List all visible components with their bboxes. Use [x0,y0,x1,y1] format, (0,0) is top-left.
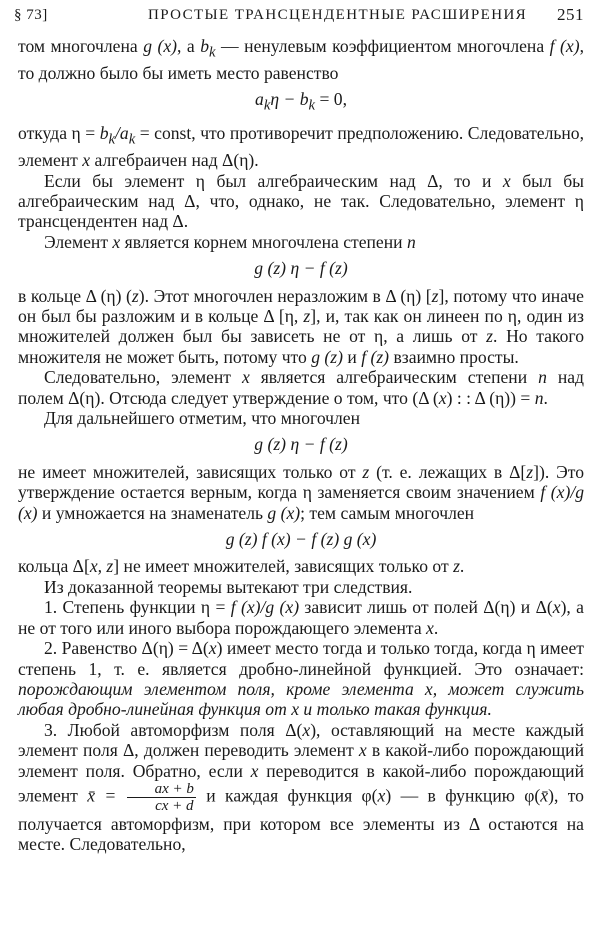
page-body [18,36,584,855]
paragraph-10: Из доказанной теоремы вытекают три следствия. [44,576,413,597]
paragraph-2: откуда $\eta = b_k/a_k$ = const, что противоречит предположению. Следовательно, элемент x алгебраичен над Δ(η). [18,123,584,171]
paragraph-5: в кольце Δ (η) (z). Этот многочлен неразложим в Δ (η) [z], потому что иначе он был бы разложим и в кольце Δ [η, z], и, так как он линеен по η, один из множителей должен был бы зависеть не от η, а лишь от z. Но такого множителя не может быть, потому что g (z) и f (z) взаимно просты. [18,285,584,367]
paragraph-4: Элемент x является корнем многочлена степени n [44,231,416,252]
running-header [14,5,584,27]
corollary-1: 1. Степень функции η = f (x)/g (x) зависит лишь от полей Δ(η) и Δ(x), а не от того или иного выбора порождающего элемента x. [18,597,584,638]
formula-g-eta-minus-f-1: g (z) η − f (z) [254,258,348,279]
corollary-3: 3. Любой автоморфизм поля Δ(x), оставляющий на месте каждый элемент поля Δ, должен переводить элемент x в какой-либо порождающий элемент поля. Обратно, если x переводится в какой-либо порождающий элемент x̄ = $\frac{ax + b}{cx + d}$ и каждая функция φ(x) — в функцию φ(x̄), то получается автоморфизм, при котором все элементы из Δ остаются на месте. Следовательно, [18,719,584,855]
paragraph-3: Если бы элемент η был алгебраическим над Δ, то и x был бы алгебраическим над Δ, что, однако, не так. Следовательно, элемент η трансцендентен над Δ. [18,170,584,232]
paragraph-7: Для дальнейшего отметим, что многочлен [44,408,361,429]
paragraph-8: не имеет множителей, зависящих только от z (т. е. лежащих в Δ[z]). Это утверждение остается верным, когда η заменяется своим значением f (x)/g (x) и умножается на знаменатель g (x); тем самым многочлен [18,461,584,523]
paragraph-1: том многочлена g (x), а $b_k$ — ненулевым коэффициентом многочлена f (x), то должно было бы иметь место равенство [18,36,584,83]
paragraph-6: Следовательно, элемент x является алгебраическим степени n над полем Δ(η). Отсюда следует утверждение о том, что (Δ (x) : : Δ (η)) = n. [18,367,584,408]
formula-akη-bk: $a_k\eta - b_k = 0$, [255,89,347,114]
page-number: 251 [557,5,584,24]
fraction-ax-b-over-cx-d: $\frac{ax + b}{cx + d}$ [127,781,196,814]
section-number: § 73] [14,7,48,23]
corollary-2-emphasis: порождающим элементом поля, кроме элемента x, может служить любая дробно-линейная функция от x и только такая функция. [18,678,584,720]
corollary-2: 2. Равенство Δ(η) = Δ(x) имеет место тогда и только тогда, когда η имеет степень 1, т. е. является дробно-линейной функцией. Это означает: порождающим элементом поля, кроме элемента x, может служить любая дробно-линейная функция от x и только такая функция. [18,638,584,720]
formula-g-eta-minus-f-2: g (z) η − f (z) [254,434,348,455]
formula-gf-minus-fg: g (z) f (x) − f (z) g (x) [225,529,377,550]
paragraph-9: кольца Δ[x, z] не имеет множителей, зависящих только от z. [18,556,465,577]
running-title: ПРОСТЫЕ ТРАНСЦЕНДЕНТНЫЕ РАСШИРЕНИЯ [148,7,528,23]
